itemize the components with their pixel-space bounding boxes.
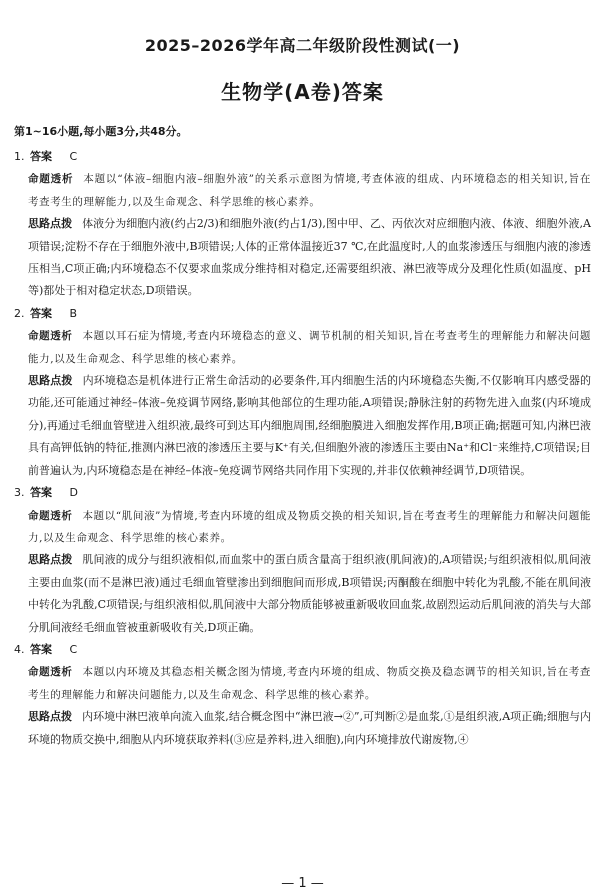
analysis-paragraph (14, 168, 591, 213)
solution-label: 思路点拨 (28, 217, 73, 231)
question-number: 2. (14, 306, 25, 320)
analysis-label: 命题透析 (28, 330, 73, 343)
analysis-text: 本题以内环境及其稳态相关概念图为情境,考查内环境的组成、物质交换及稳态调节的相关知识,旨在考查考生的理解能力和解决问题能力,以及生命观念、科学思维的核心素养。 (28, 666, 591, 701)
analysis-text: 本题以“肌间液”为情境,考查内环境的组成及物质交换的相关知识,旨在考查考生的理解能力和解决问题能力,以及生命观念、科学思维的核心素养。 (28, 509, 591, 544)
question-number: 3. (14, 486, 25, 500)
solution-label: 思路点拨 (28, 553, 73, 567)
analysis-paragraph (14, 505, 591, 550)
analysis-label: 命题透析 (28, 666, 73, 679)
analysis-text: 本题以耳石症为情境,考查内环境稳态的意义、调节机制的相关知识,旨在考查考生的理解能力和解决问题能力,以及生命观念、科学思维的核心素养。 (28, 330, 591, 365)
solution-text: 肌间液的成分与组织液相似,而血浆中的蛋白质含量高于组织液(肌间液)的,A项错误;与组织液相似,肌间液主要由血浆(而不是淋巴液)通过毛细血管壁渗出到细胞间而形成,B项错误;丙酮酸在细胞中转化为乳酸,不能在肌间液中转化为乳酸,C项错误;与组织液相似,肌间液中大部分物质能够被重新吸收回血浆,故剧烈运动后肌间液的消失与大部分肌间液经毛细血管被重新吸收有关,D项正确。 (28, 553, 591, 634)
question-number: 1. (14, 150, 25, 163)
question-header (14, 146, 591, 168)
solution-label: 思路点拨 (28, 374, 73, 388)
analysis-label: 命题透析 (28, 173, 74, 186)
question-header (14, 482, 591, 504)
solution-paragraph (14, 370, 591, 482)
answer-label: 答案 (30, 486, 52, 500)
page-number: — 1 — (281, 876, 324, 891)
solution-label: 思路点拨 (28, 710, 73, 724)
answer-value: C (69, 642, 78, 656)
question-header (14, 303, 591, 325)
solution-paragraph (14, 213, 591, 303)
analysis-paragraph (14, 325, 591, 370)
solution-text: 内环境稳态是机体进行正常生命活动的必要条件,耳内细胞生活的内环境稳态失衡,不仅影响耳内感受器的功能,还可能通过神经–体液–免疫调节网络,影响其他部位的生理功能,A项错误;静脉注射的药物先进入血浆(内环境成分),再通过毛细血管壁进入组织液,最终可到达耳内细胞周围,经细胞膜进入细胞发挥作用,B项正确;据题可知,内淋巴液具有高钾低钠的特征,推测内淋巴液的渗透压主要与K⁺有关,但细胞外液的渗透压主要由Na⁺和Cl⁻来维持,C项错误;目前普遍认为,内环境稳态是在神经–体液–免疫调节网络共同作用下实现的,并非仅依赖神经调节,D项错误。 (28, 374, 591, 477)
scoring-intro: 第1~16小题,每小题3分,共48分。 (14, 125, 188, 138)
subject-title: 生物学(A卷)答案 (221, 80, 384, 104)
answer-label: 答案 (30, 306, 52, 320)
answer-content (14, 146, 591, 751)
question-number: 4. (14, 642, 25, 656)
exam-title: 2025–2026学年高二年级阶段性测试(一) (144, 36, 461, 55)
answer-label: 答案 (30, 150, 52, 163)
solution-paragraph (14, 549, 591, 639)
analysis-label: 命题透析 (28, 509, 73, 522)
solution-text: 内环境中淋巴液单向流入血浆,结合概念图中“淋巴液→②”,可判断②是血浆,①是组织液,A项正确;细胞与内环境的物质交换中,细胞从内环境获取养料(③应是养料,进入细胞),向内环境排放代谢废物,④ (28, 710, 591, 746)
answer-value: C (69, 150, 78, 163)
question-header (14, 639, 591, 661)
analysis-paragraph (14, 661, 591, 706)
solution-paragraph (14, 706, 591, 751)
solution-text: 体液分为细胞内液(约占2/3)和细胞外液(约占1/3),图中甲、乙、丙依次对应细胞内液、体液、细胞外液,A项错误;淀粉不存在于细胞外液中,B项错误;人体的正常体温接近37 ℃,在此温度时,人的血浆渗透压与细胞内液的渗透压相当,C项正确;内环境稳态不仅要求血浆成分维持相对稳定,还需要组织液、淋巴液等成分及理化性质(如温度、pH等)都处于相对稳定状态,D项错误。 (28, 217, 591, 298)
answer-value: D (69, 486, 78, 500)
analysis-text: 本题以“体液–细胞内液–细胞外液”的关系示意图为情境,考查体液的组成、内环境稳态的相关知识,旨在考查考生的理解能力,以及生命观念、科学思维的核心素养。 (28, 173, 591, 208)
answer-value: B (69, 306, 78, 320)
answer-label: 答案 (30, 642, 52, 656)
